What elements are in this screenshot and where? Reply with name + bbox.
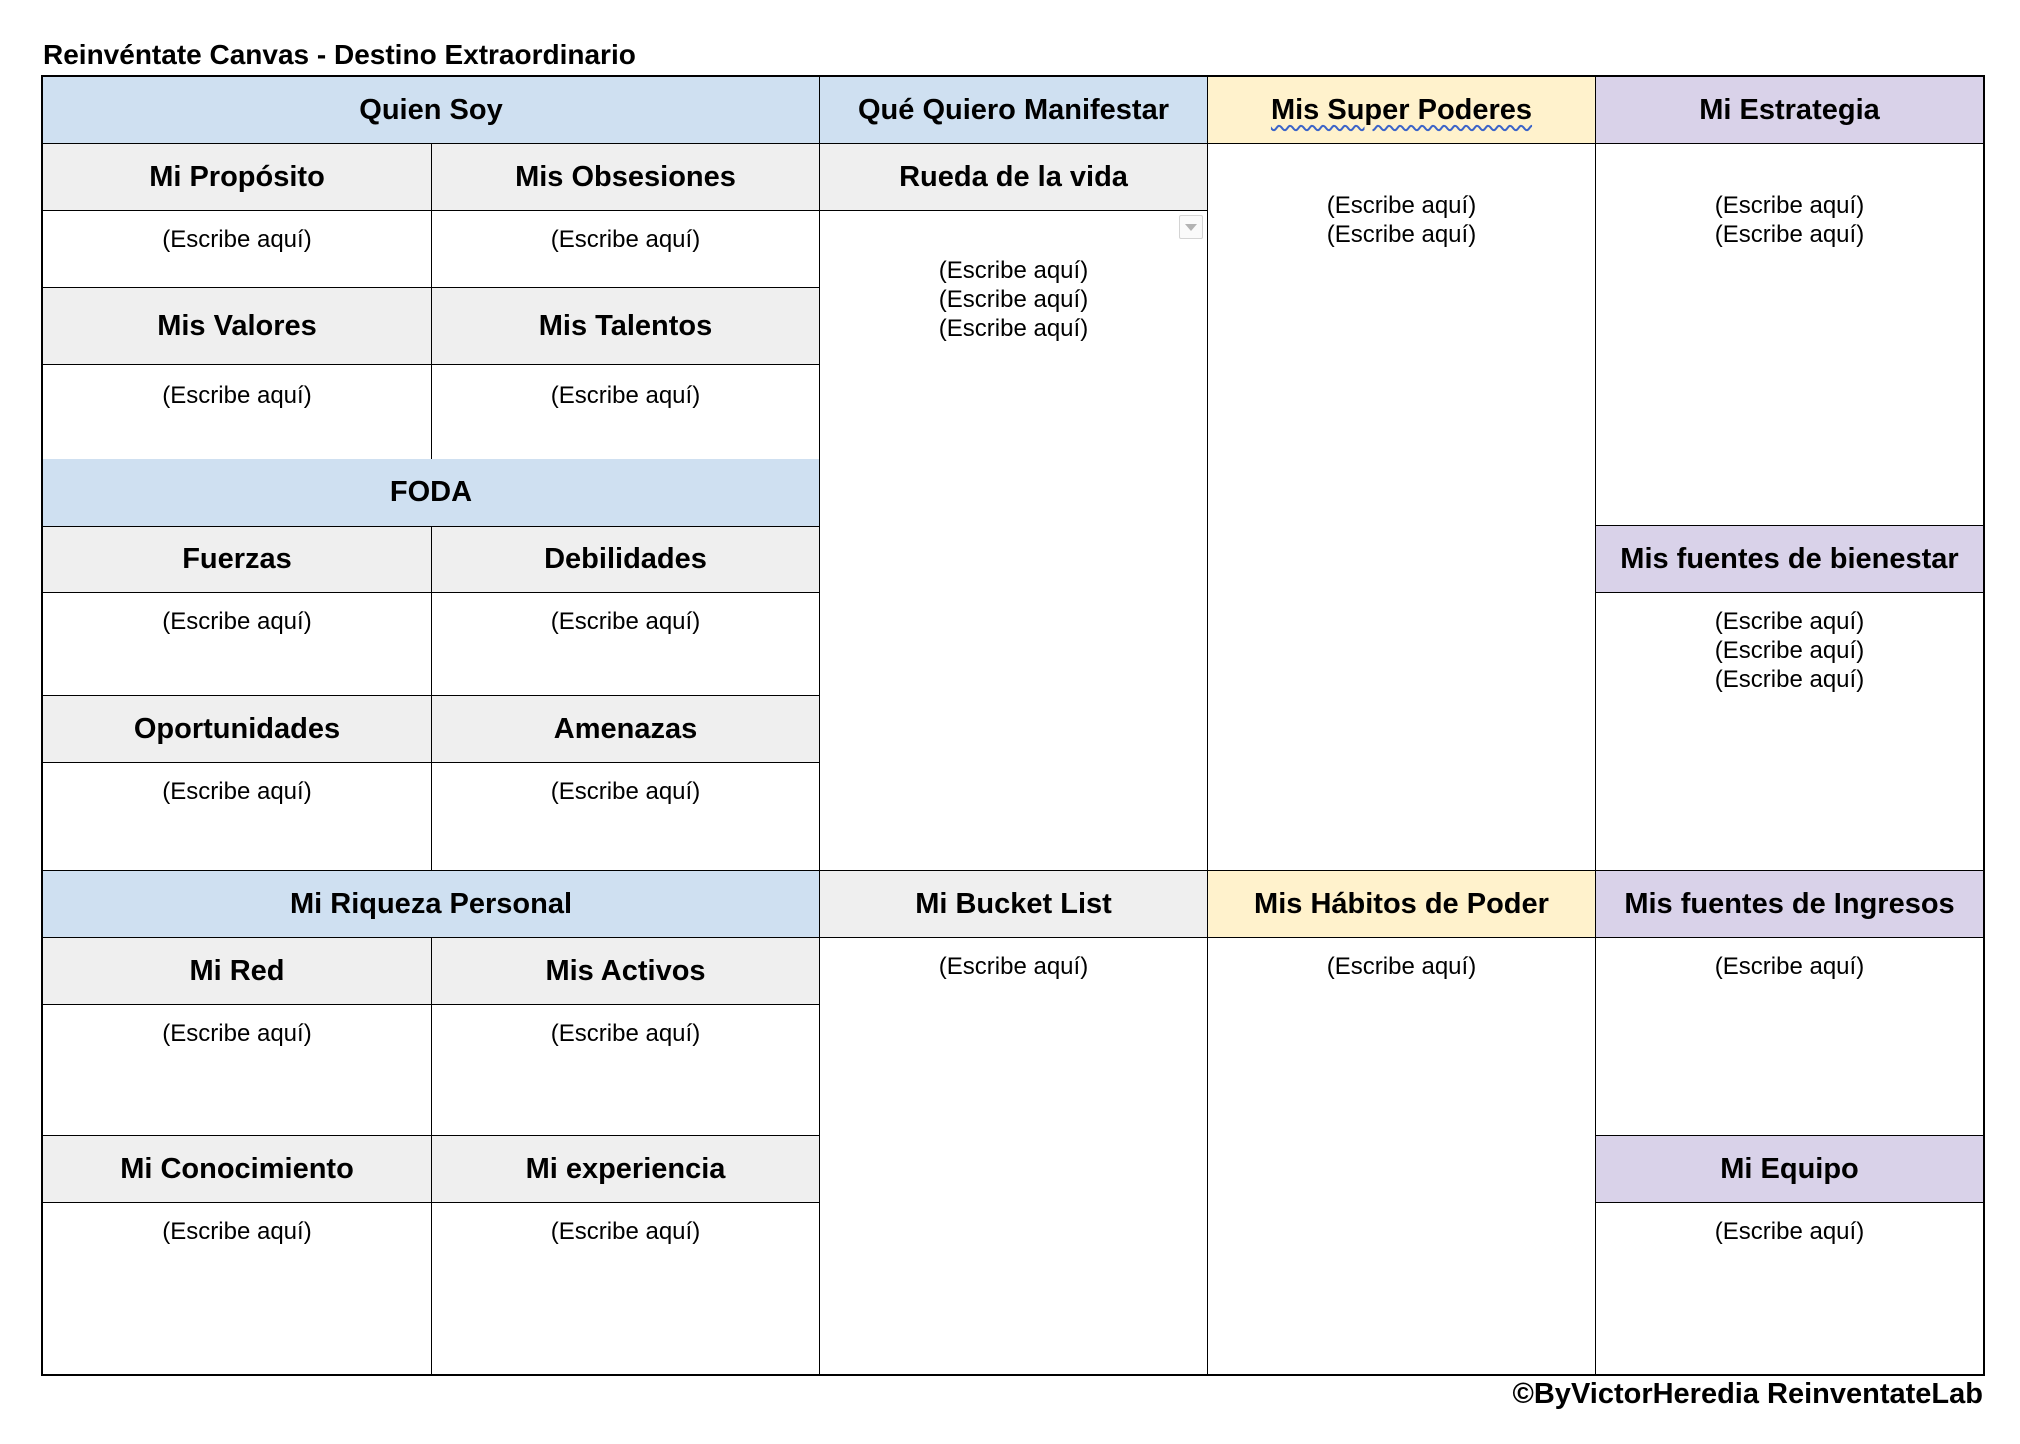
header-mi-estrategia: Mi Estrategia — [1596, 77, 1983, 144]
habitos-body[interactable] — [1208, 938, 1596, 1374]
fuerzas-body[interactable] — [43, 593, 432, 696]
amenazas-body[interactable] — [432, 763, 820, 871]
header-mi-proposito: Mi Propósito — [43, 144, 432, 211]
header-mis-fuentes-de-ingresos: Mis fuentes de Ingresos — [1596, 871, 1983, 938]
bienestar-body[interactable] — [1596, 593, 1983, 871]
header-mis-super-poderes-label: Mis Super Poderes — [1270, 93, 1533, 126]
experiencia-body[interactable] — [432, 1203, 820, 1374]
canvas-grid — [43, 77, 1983, 1374]
entry-text: (Escribe aquí) — [162, 608, 312, 635]
entry-text: (Escribe aquí) — [162, 778, 312, 805]
entry-text: (Escribe aquí) — [938, 953, 1089, 980]
bucket-list-body[interactable] — [820, 938, 1208, 1374]
ingresos-body[interactable] — [1596, 938, 1983, 1136]
header-rueda-de-la-vida: Rueda de la vida — [820, 144, 1208, 211]
entry-text: (Escribe aquí) — [1326, 192, 1477, 219]
entry-text: (Escribe aquí) — [938, 286, 1089, 313]
header-mis-super-poderes — [1208, 77, 1596, 144]
document-title: Reinvéntate Canvas - Destino Extraordinario — [43, 39, 636, 70]
conocimiento-body[interactable] — [43, 1203, 432, 1374]
entry-text: (Escribe aquí) — [1326, 221, 1477, 248]
entry-text: (Escribe aquí) — [550, 1020, 701, 1047]
rueda-de-la-vida-body[interactable] — [820, 211, 1208, 871]
header-quien-soy: Quien Soy — [43, 77, 820, 144]
header-mis-obsesiones: Mis Obsesiones — [432, 144, 820, 211]
header-amenazas: Amenazas — [432, 696, 820, 763]
estrategia-body[interactable] — [1596, 144, 1983, 526]
entry-text: (Escribe aquí) — [1714, 953, 1865, 980]
entry-text: (Escribe aquí) — [1714, 666, 1865, 693]
entry-text: (Escribe aquí) — [162, 382, 312, 409]
entry-text: (Escribe aquí) — [938, 315, 1089, 342]
entry-text: (Escribe aquí) — [1326, 953, 1477, 980]
entry-text: (Escribe aquí) — [550, 608, 701, 635]
entry-text: (Escribe aquí) — [550, 382, 701, 409]
entry-text: (Escribe aquí) — [550, 226, 701, 253]
entry-text: (Escribe aquí) — [162, 1218, 312, 1245]
entry-text: (Escribe aquí) — [162, 1020, 312, 1047]
entry-text: (Escribe aquí) — [1714, 221, 1865, 248]
talentos-body[interactable] — [432, 365, 820, 459]
header-mis-habitos-de-poder: Mis Hábitos de Poder — [1208, 871, 1596, 938]
entry-text: (Escribe aquí) — [1714, 192, 1865, 219]
header-mis-valores: Mis Valores — [43, 288, 432, 365]
entry-text: (Escribe aquí) — [550, 778, 701, 805]
header-mi-experiencia: Mi experiencia — [432, 1136, 820, 1203]
debilidades-body[interactable] — [432, 593, 820, 696]
header-foda: FODA — [43, 459, 820, 526]
dropdown-arrow-icon[interactable] — [1179, 215, 1203, 239]
header-fuerzas: Fuerzas — [43, 526, 432, 593]
header-mi-riqueza-personal: Mi Riqueza Personal — [43, 871, 820, 938]
entry-text: (Escribe aquí) — [1714, 608, 1865, 635]
proposito-body[interactable] — [43, 211, 432, 288]
header-oportunidades: Oportunidades — [43, 696, 432, 763]
entry-text: (Escribe aquí) — [1714, 1218, 1865, 1245]
activos-body[interactable] — [432, 1005, 820, 1136]
header-debilidades: Debilidades — [432, 526, 820, 593]
valores-body[interactable] — [43, 365, 432, 459]
header-mis-fuentes-de-bienestar: Mis fuentes de bienestar — [1596, 526, 1983, 593]
obsesiones-body[interactable] — [432, 211, 820, 288]
header-mi-conocimiento: Mi Conocimiento — [43, 1136, 432, 1203]
header-que-quiero-manifestar: Qué Quiero Manifestar — [820, 77, 1208, 144]
entry-text: (Escribe aquí) — [162, 226, 312, 253]
oportunidades-body[interactable] — [43, 763, 432, 871]
entry-text: (Escribe aquí) — [550, 1218, 701, 1245]
header-mi-equipo: Mi Equipo — [1596, 1136, 1983, 1203]
super-poderes-body[interactable] — [1208, 144, 1596, 871]
footer-credit: ©ByVictorHeredia ReinventateLab — [1512, 1378, 1983, 1410]
entry-text: (Escribe aquí) — [1714, 637, 1865, 664]
header-mis-talentos: Mis Talentos — [432, 288, 820, 365]
entry-text: (Escribe aquí) — [938, 257, 1089, 284]
header-mis-activos: Mis Activos — [432, 938, 820, 1005]
header-mi-bucket-list: Mi Bucket List — [820, 871, 1208, 938]
red-body[interactable] — [43, 1005, 432, 1136]
header-mi-red: Mi Red — [43, 938, 432, 1005]
equipo-body[interactable] — [1596, 1203, 1983, 1374]
